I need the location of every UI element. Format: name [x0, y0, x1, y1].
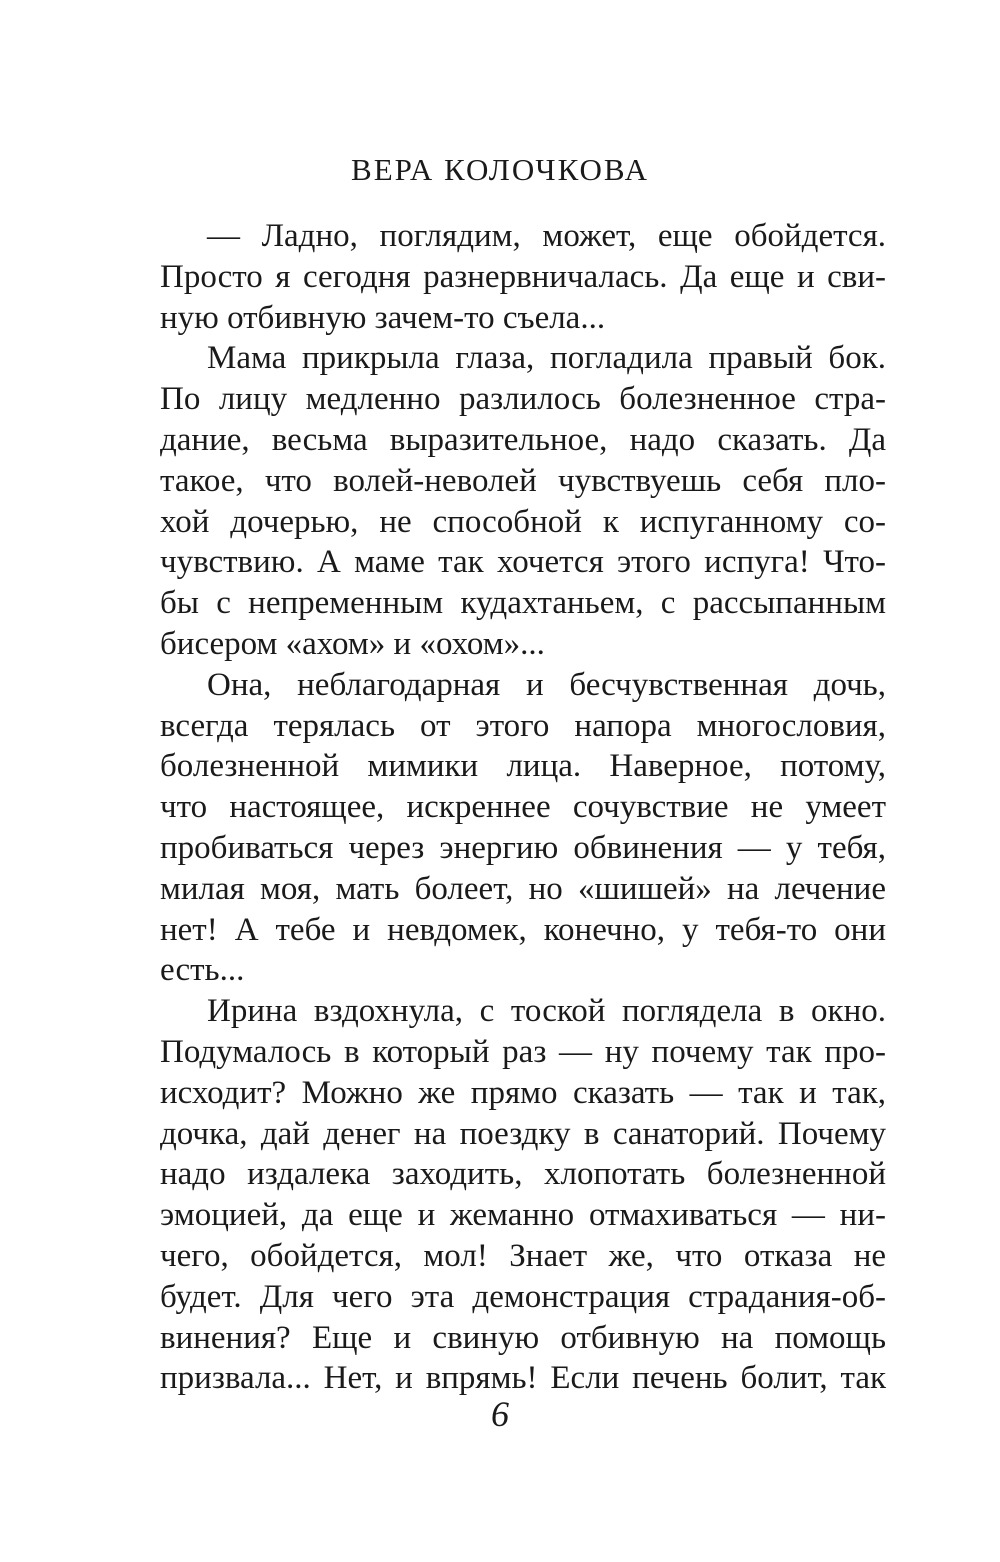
text-line: По лицу медленно разлилось болезненное стра- — [160, 381, 886, 418]
text-line: дочка, дай денег на поездку в санаторий. Почему — [160, 1115, 886, 1152]
text-line: нет! А тебе и невдомек, конечно, у тебя-то они — [160, 911, 886, 948]
text-line: милая моя, мать болеет, но «шишей» на лечение — [160, 870, 886, 907]
text-line: призвала... Нет, и впрямь! Если печень болит, так — [160, 1360, 886, 1397]
text-line: Она, неблагодарная и бесчувственная дочь, — [207, 666, 886, 703]
text-line: будет. Для чего эта демонстрация страдания-об- — [160, 1278, 886, 1315]
text-line: болезненной мимики лица. Наверное, потому, — [160, 748, 886, 785]
text-line: хой дочерью, не способной к испуганному со- — [160, 503, 886, 540]
text-line: пробиваться через энергию обвинения — у тебя, — [160, 829, 886, 866]
page-number: 6 — [491, 1394, 509, 1434]
running-head-author: ВЕРА КОЛОЧКОВА — [351, 152, 649, 187]
text-line: винения? Еще и свиную отбивную на помощь — [160, 1319, 886, 1356]
body-text — [160, 216, 886, 1399]
text-line: Мама прикрыла глаза, погладила правый бок. — [207, 340, 886, 377]
text-line: что настоящее, искреннее сочувствие не умеет — [160, 789, 886, 826]
text-line: — Ладно, поглядим, может, еще обойдется. — [207, 218, 886, 254]
text-line: бы с непременным кудахтаньем, с рассыпанным — [160, 585, 886, 622]
text-line: Просто я сегодня разнервничалась. Да еще и сви- — [160, 258, 886, 295]
text-line: чувствию. А маме так хочется этого испуга! Что- — [160, 544, 886, 581]
text-line: эмоцией, да еще и жеманно отмахиваться — ни- — [160, 1197, 886, 1234]
text-line: бисером «ахом» и «охом»... — [160, 625, 545, 662]
text-line: Подумалось в который раз — ну почему так про- — [160, 1033, 886, 1070]
text-line: дание, весьма выразительное, надо сказать. Да — [160, 421, 886, 458]
text-line: ную отбивную зачем-то съела... — [160, 299, 606, 336]
text-line: есть... — [160, 952, 245, 989]
text-line: исходит? Можно же прямо сказать — так и так, — [160, 1074, 886, 1111]
text-line: всегда терялась от этого напора многословия, — [160, 707, 886, 744]
text-line: Ирина вздохнула, с тоской поглядела в окно. — [207, 993, 886, 1030]
text-line: надо издалека заходить, хлопотать болезненной — [160, 1156, 886, 1193]
text-line: чего, обойдется, мол! Знает же, что отказа не — [160, 1237, 886, 1274]
text-line: такое, что волей-неволей чувствуешь себя пло- — [160, 462, 886, 499]
